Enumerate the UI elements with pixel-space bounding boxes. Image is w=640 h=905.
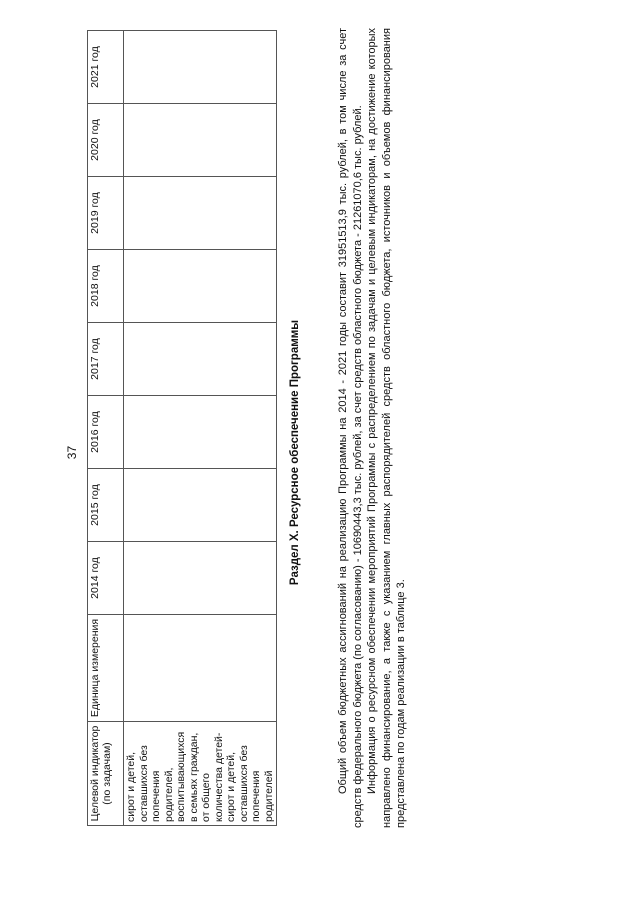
header-2017: 2017 год <box>88 323 124 396</box>
body-text <box>336 28 409 828</box>
header-indicator: Целевой индикатор (по задачам) <box>88 722 124 826</box>
section-heading: Раздел X. Ресурсное обеспечение Программы <box>289 319 301 586</box>
table-row <box>124 31 277 826</box>
cell-2020 <box>124 104 277 177</box>
header-unit: Единица измерения <box>88 615 124 722</box>
header-2015: 2015 год <box>88 469 124 542</box>
page-number: 37 <box>65 445 79 460</box>
header-2019: 2019 год <box>88 177 124 250</box>
cell-2017 <box>124 323 277 396</box>
cell-2018 <box>124 250 277 323</box>
cell-2019 <box>124 177 277 250</box>
paragraph: Общий объем бюджетных ассигнований на реализацию Программы на 2014 - 2021 годы составит 31951513,9 тыс. рублей, в том числе за счет средств федерального бюджета (по согласованию) - 10690443,3 тыс. рублей, за счет средств областного бюджета - 21261070,6 тыс. рублей. <box>337 28 364 828</box>
cell-2014 <box>124 542 277 615</box>
cell-2021 <box>124 31 277 104</box>
cell-indicator: сирот и детей, оставшихся без попечения родителей, воспитывающихся в семьях граждан, от общего количества детей-сирот и детей, оставшихся без попечения родителей <box>124 722 277 826</box>
cell-unit <box>124 615 277 722</box>
header-2018: 2018 год <box>88 250 124 323</box>
header-2016: 2016 год <box>88 396 124 469</box>
header-2020: 2020 год <box>88 104 124 177</box>
cell-2015 <box>124 469 277 542</box>
paragraph: Информация о ресурсном обеспечении мероприятий Программы с распределением по задачам и целевым индикаторам, на достижение которых направлено финансирование, а также с указанием главных распорядителей средств областного бюджета, источников и объемов финансирования представлена по годам реализации в таблице 3. <box>366 28 407 828</box>
header-2021: 2021 год <box>88 31 124 104</box>
table-header-row <box>88 31 124 826</box>
header-2014: 2014 год <box>88 542 124 615</box>
cell-2016 <box>124 396 277 469</box>
indicator-table <box>87 30 277 826</box>
